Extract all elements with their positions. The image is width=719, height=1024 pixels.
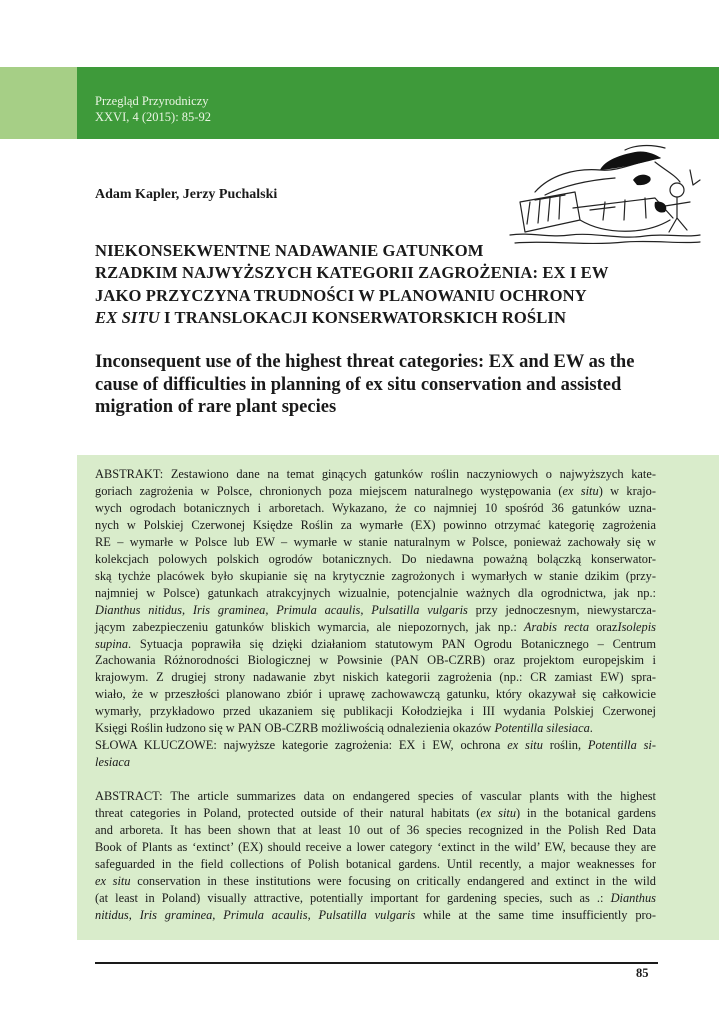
journal-issue: XXVI, 4 (2015): 85-92 <box>95 110 211 124</box>
text-line <box>95 602 656 619</box>
text-line <box>95 585 656 602</box>
text-line <box>95 890 656 907</box>
article-title-polish <box>95 240 655 329</box>
title-pl-line <box>95 307 655 329</box>
page-number: 85 <box>636 966 649 980</box>
text-run: Księgi Roślin łudzono się w PAN OB-CZRB możliwością odnalezienia okazów <box>95 721 495 736</box>
text-line <box>95 534 656 551</box>
footer-rule <box>95 962 658 964</box>
text-run: (at least in Poland) visually attractive, potentially important for gardening species, such as .: <box>95 890 611 905</box>
italic-run: Dianthus <box>610 890 656 905</box>
text-run: . Sytuacja poprawiła się dzięki działaniom statutowym PAN Ogrodu Botanicznego – Centrum <box>128 636 656 651</box>
text-run: najmniej w Polsce) gatunkach atrakcyjnych wizualnie, potencjalnie ważnych dla ogrodnictwa, jak np.: <box>95 585 656 600</box>
text-run: oraz <box>589 619 618 634</box>
text-line <box>95 669 656 686</box>
authors: Adam Kapler, Jerzy Puchalski <box>95 187 278 202</box>
journal-info <box>95 93 211 125</box>
text-run: . <box>589 721 593 736</box>
text-line <box>95 873 656 890</box>
text-run: wych ogrodach botanicznych i arboretach. Wykazano, że co najmniej 10 spośród 36 gatunków uzna- <box>95 500 656 515</box>
italic-run: lesiaca <box>95 754 131 769</box>
text-run: kolekcjach polowych polskich ogrodów botanicznych. Do niedawna poważną bolączką konserwator- <box>95 551 656 566</box>
text-run: wymarły, przykładowo przed ukazaniem się publikacji Kołodziejka i III wydania Polskiej Czerwonej <box>95 704 656 719</box>
text-line <box>95 686 656 703</box>
text-run: ) w krajo- <box>598 483 657 498</box>
text-run: jącym zabezpieczeniu gatunków bliskich wymarcia, ale niepozornych, jak np.: <box>95 619 524 634</box>
journal-name: Przegląd Przyrodniczy <box>95 94 209 108</box>
text-line <box>95 551 656 568</box>
text-line <box>95 483 656 500</box>
italic-run: supina <box>95 636 129 651</box>
text-run: while at the same time insufficiently pro- <box>415 907 657 922</box>
text-line <box>95 737 656 754</box>
text-run: Zachowania Różnorodności Biologicznej w Powsinie (PAN OB-CZRB) oraz projektom europejskim i <box>95 653 656 668</box>
text-line <box>95 822 656 839</box>
text-line <box>95 703 656 720</box>
text-line <box>95 839 656 856</box>
italic-run: Arabis recta <box>523 619 590 634</box>
text-line <box>95 619 656 636</box>
text-run: Book of Plants as ‘extinct’ (EX) should receive a lower category ‘extinct in the wild’ EW, because they are <box>95 839 656 854</box>
header-band-accent <box>0 67 77 139</box>
abstract-polish <box>95 466 656 737</box>
italic-run: Isolepis <box>617 619 656 634</box>
text-line <box>95 500 656 517</box>
italic-run: ex situ <box>562 483 599 498</box>
title-pl-italic: EX SITU <box>95 307 160 327</box>
text-run: goriach zagrożenia w Polsce, chronionych poza miejscem naturalnego występowania ( <box>95 483 563 498</box>
text-run: wiało, że w przeszłości planowano zbiór i uprawę zachowawczą gatunku, który okazywał się całkowicie <box>95 687 656 702</box>
text-run: krajowym. Z drugiej strony nadawanie zbyt niskich kategorii zagrożenia (np.: CR zamiast EW) spra- <box>95 670 656 685</box>
text-line <box>95 907 656 924</box>
text-run: safeguarded in the field collections of Polish botanical gardens. Until recently, a major weaknesses for <box>95 856 656 871</box>
italic-run: ex situ <box>507 738 543 752</box>
title-en-line: Inconsequent use of the highest threat categories: EX and EW as the <box>95 352 635 372</box>
text-line <box>95 720 656 737</box>
abstract-english <box>95 788 656 924</box>
text-line <box>95 652 656 669</box>
text-run: roślin, <box>542 738 588 752</box>
text-line <box>95 805 656 822</box>
title-pl-rest: I TRANSLOKACJI KONSERWATORSKICH ROŚLIN <box>159 307 567 327</box>
text-line <box>95 636 656 653</box>
text-run: przy jednoczesnym, niewystarcza- <box>467 602 656 617</box>
italic-run: ex situ <box>95 873 131 888</box>
italic-run: nitidus, Iris graminea, Primula acaulis, Pulsatilla vulgaris <box>95 907 416 922</box>
text-run: SŁOWA KLUCZOWE: najwyższe kategorie zagrożenia: EX i EW, ochrona <box>95 738 508 752</box>
text-run: ) in the botanical gardens <box>516 805 656 820</box>
title-pl-line: NIEKONSEKWENTNE NADAWANIE GATUNKOM <box>95 241 484 260</box>
text-run: and arboreta. It has been shown that at least 10 out of 36 species recognized in the Polish Red Data <box>95 822 656 837</box>
italic-run: ex situ <box>480 805 517 820</box>
title-en-line: cause of difficulties in planning of ex situ conservation and assisted <box>95 374 622 395</box>
italic-run: Dianthus nitidus, Iris graminea, Primula acaulis, Pulsatilla vulgaris <box>95 602 468 617</box>
title-pl-line: JAKO PRZYCZYNA TRUDNOŚCI W PLANOWANIU OCHRONY <box>95 285 587 305</box>
text-run: conservation in these institutions were focusing on critically endangered and extinct in the wild <box>130 873 657 888</box>
text-line <box>95 754 656 771</box>
text-line <box>95 568 656 585</box>
text-line <box>95 517 656 534</box>
text-run: ABSTRAKT: Zestawiono dane na temat ginących gatunków roślin naczyniowych o najwyższych kate- <box>95 467 656 481</box>
italic-run: Potentilla silesiaca <box>494 721 590 736</box>
text-run: RE – wymarłe w Polsce lub EW – wymarłe w stanie naturalnym w Polsce, ponieważ zachowały się w <box>95 534 656 549</box>
text-run: threat categories in Poland, protected outside of their natural habitats ( <box>95 805 481 820</box>
title-en-line: migration of rare plant species <box>95 397 337 417</box>
article-title-english <box>95 351 655 419</box>
keywords-polish <box>95 737 656 771</box>
text-run: nych w Polskiej Czerwonej Księdze Roślin za wymarłe (EX) powinno otrzymać kategorię zagrożenia <box>95 517 656 532</box>
text-run: ABSTRACT: The article summarizes data on endangered species of vascular plants with the highest <box>95 789 656 803</box>
italic-run: Potentilla si- <box>587 738 656 752</box>
title-pl-line: RZADKIM NAJWYŻSZYCH KATEGORII ZAGROŻENIA: EX I EW <box>95 263 609 283</box>
boat-illustration <box>505 140 703 248</box>
text-line <box>95 466 656 483</box>
text-line <box>95 856 656 873</box>
text-run: ską tychże placówek było skupianie się na krytycznie zagrożonych i wymarłych w stanie dzikim (przy- <box>95 568 656 583</box>
text-line <box>95 788 656 805</box>
